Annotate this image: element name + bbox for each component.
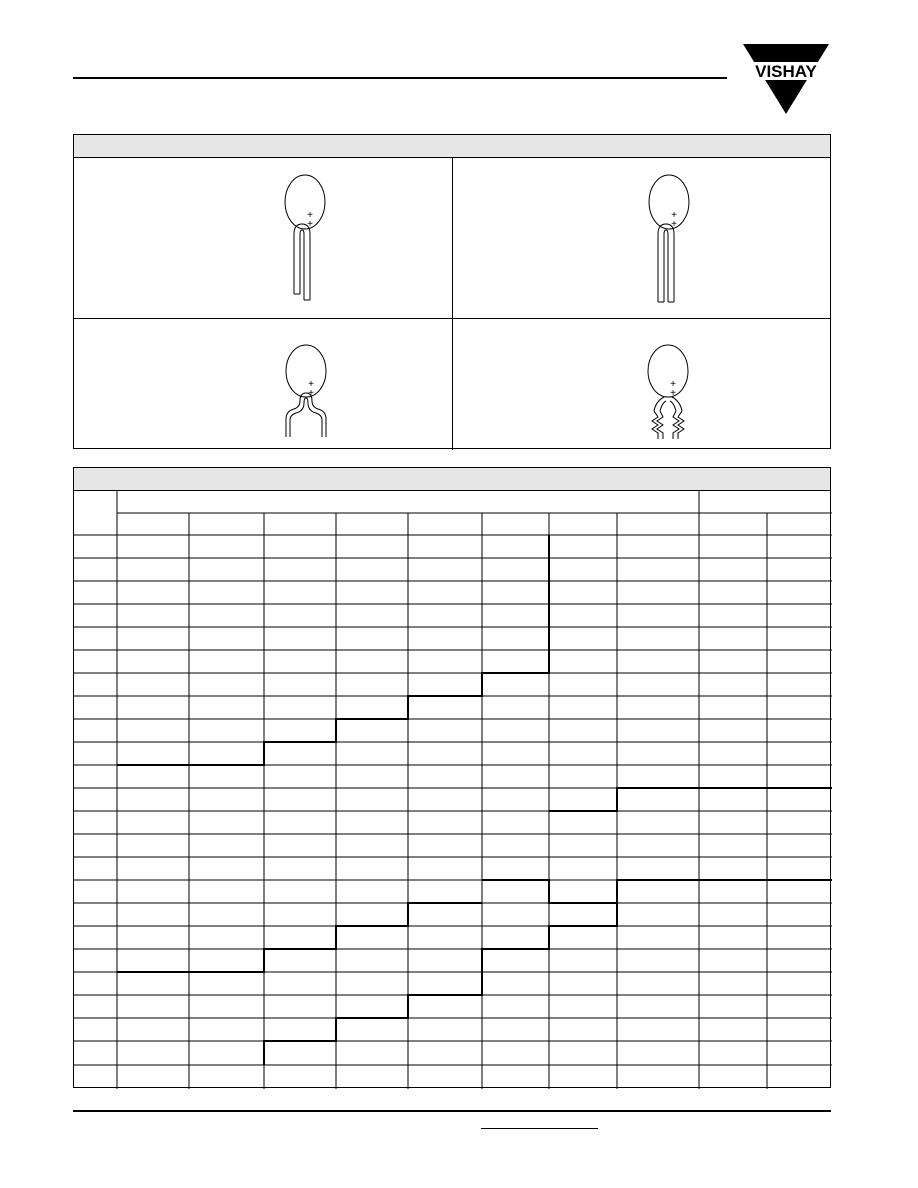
brand-name: VISHAY (755, 62, 817, 81)
svg-text:+: + (671, 219, 677, 230)
vishay-logo (740, 40, 832, 116)
svg-text:+: + (671, 210, 677, 221)
svg-text:+: + (307, 219, 313, 230)
svg-text:+: + (307, 210, 313, 221)
ratings-table (73, 467, 831, 1088)
figure-header-bar (74, 135, 830, 158)
svg-text:+: + (670, 388, 676, 399)
footer-rule (73, 1110, 831, 1112)
svg-text:+: + (308, 388, 314, 399)
svg-text:+: + (308, 379, 314, 390)
svg-text:+: + (670, 379, 676, 390)
capacitor-straight-leads-icon (274, 170, 334, 305)
header-rule (73, 77, 727, 79)
capacitor-crimped-leads-icon (636, 341, 706, 441)
capacitor-long-leads-icon (638, 170, 698, 305)
lead-styles-figure (73, 134, 831, 449)
capacitor-kinked-leads-icon (274, 341, 344, 441)
table-grid (74, 468, 832, 1089)
footer-link-underline[interactable] (481, 1128, 598, 1129)
